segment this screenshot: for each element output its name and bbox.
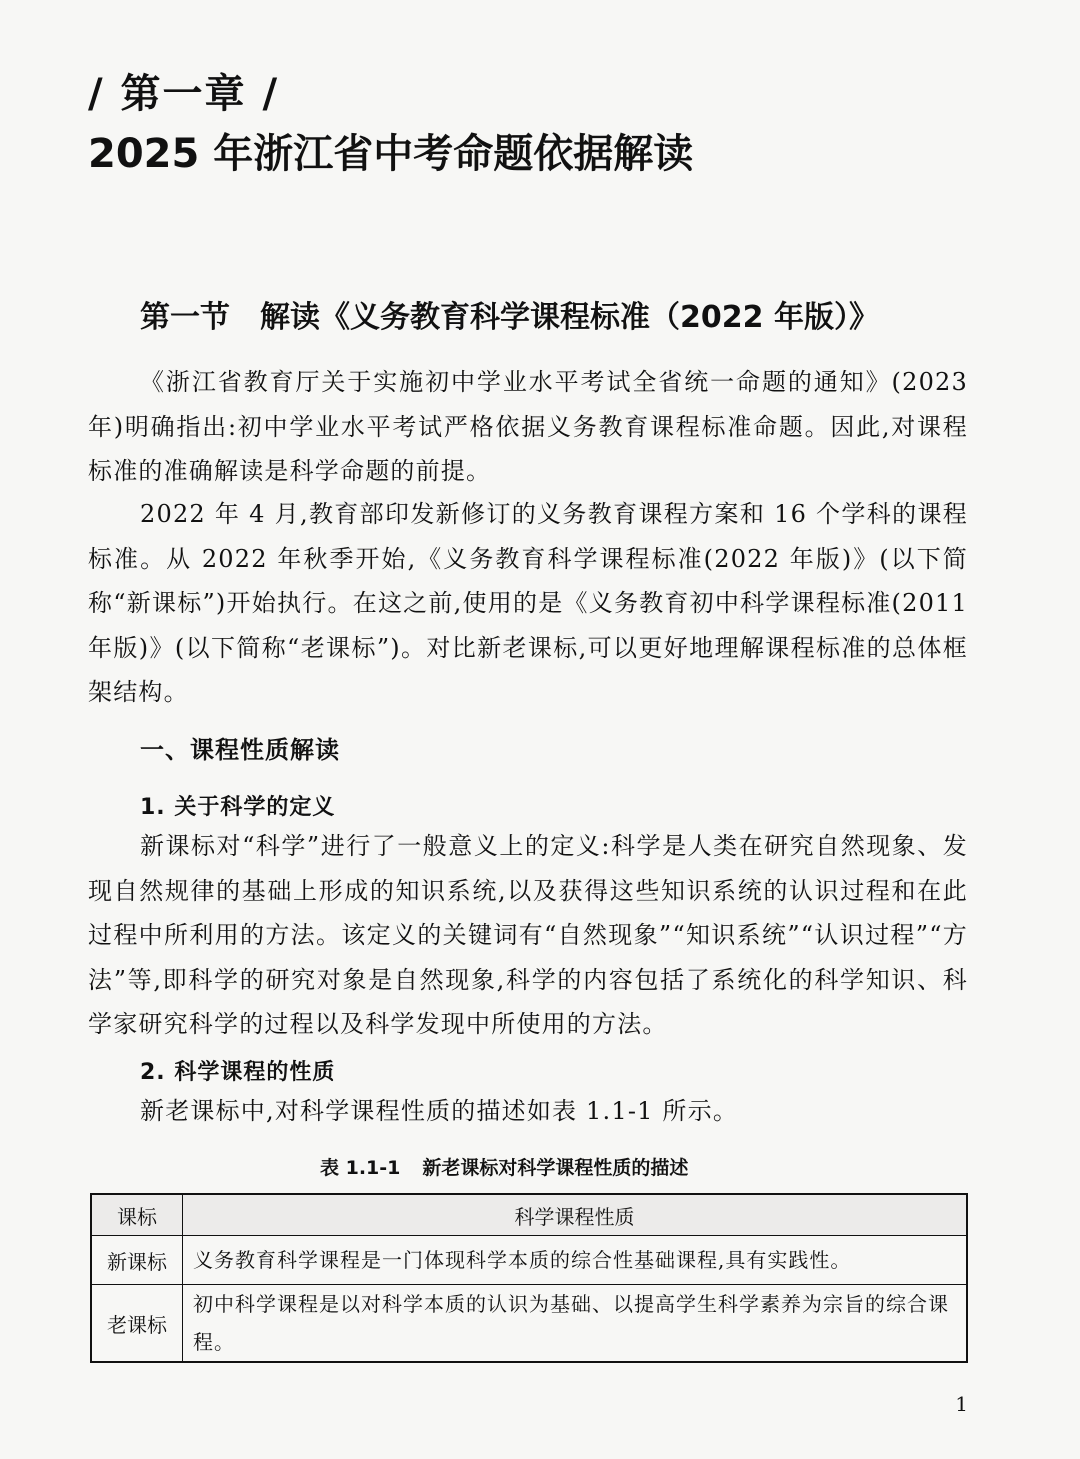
table-caption-title: 新老课标对科学课程性质的描述 — [422, 1157, 689, 1179]
table-header-cell: 科学课程性质 — [183, 1194, 968, 1236]
chapter-title: 2025 年浙江省中考命题依据解读 — [88, 131, 694, 177]
table-row — [91, 1236, 967, 1285]
table-header-row — [91, 1194, 967, 1236]
page-number: 1 — [955, 1392, 968, 1416]
section-name: 解读《义务教育科学课程标准（2022 年版）》 — [260, 300, 879, 335]
paragraph-table-intro: 新老课标中,对科学课程性质的描述如表 1.1-1 所示。 — [140, 1097, 739, 1125]
heading-science-definition: 1. 关于科学的定义 — [140, 795, 336, 820]
chapter-label: / 第一章 / — [88, 71, 280, 117]
table-caption-number: 表 1.1-1 — [320, 1157, 401, 1179]
paragraph-intro: 《浙江省教育厅关于实施初中学业水平考试全省统一命题的通知》(2023年)明确指出:初中学业水平考试严格依据义务教育课程标准命题。因此,对课程标准的准确解读是科学命题的前提。 — [88, 368, 968, 485]
table-cell-description: 初中科学课程是以对科学本质的认识为基础、以提高学生科学素养为宗旨的综合课程。 — [183, 1285, 968, 1363]
heading-course-property: 2. 科学课程的性质 — [140, 1060, 336, 1085]
table-header-cell: 课标 — [91, 1194, 183, 1236]
heading-course-nature: 一、课程性质解读 — [140, 736, 340, 764]
section-number: 第一节 — [140, 300, 230, 335]
table-cell-description: 义务教育科学课程是一门体现科学本质的综合性基础课程,具有实践性。 — [183, 1236, 968, 1285]
table-caption — [320, 1153, 688, 1180]
paragraph-definition: 新课标对“科学”进行了一般意义上的定义:科学是人类在研究自然现象、发现自然规律的基础上形成的知识系统,以及获得这些知识系统的认识过程和在此过程中所利用的方法。该定义的关键词有“自然现象”“知识系统”“认识过程”“方法”等,即科学的研究对象是自然现象,科学的内容包括了系统化的科学知识、科学家研究科学的过程以及科学发现中所使用的方法。 — [88, 832, 968, 1038]
table-cell-standard: 老课标 — [91, 1285, 183, 1363]
table-cell-standard: 新课标 — [91, 1236, 183, 1285]
comparison-table — [90, 1193, 968, 1363]
paragraph-background: 2022 年 4 月,教育部印发新修订的义务教育课程方案和 16 个学科的课程标准。从 2022 年秋季开始,《义务教育科学课程标准(2022 年版)》(以下简称“新课标”)开始执行。在这之前,使用的是《义务教育初中科学课程标准(2011 年版)》(以下简称“老课标”)。对比新老课标,可以更好地理解课程标准的总体框架结构。 — [88, 500, 968, 706]
section-title — [140, 292, 879, 336]
table-row — [91, 1285, 967, 1363]
